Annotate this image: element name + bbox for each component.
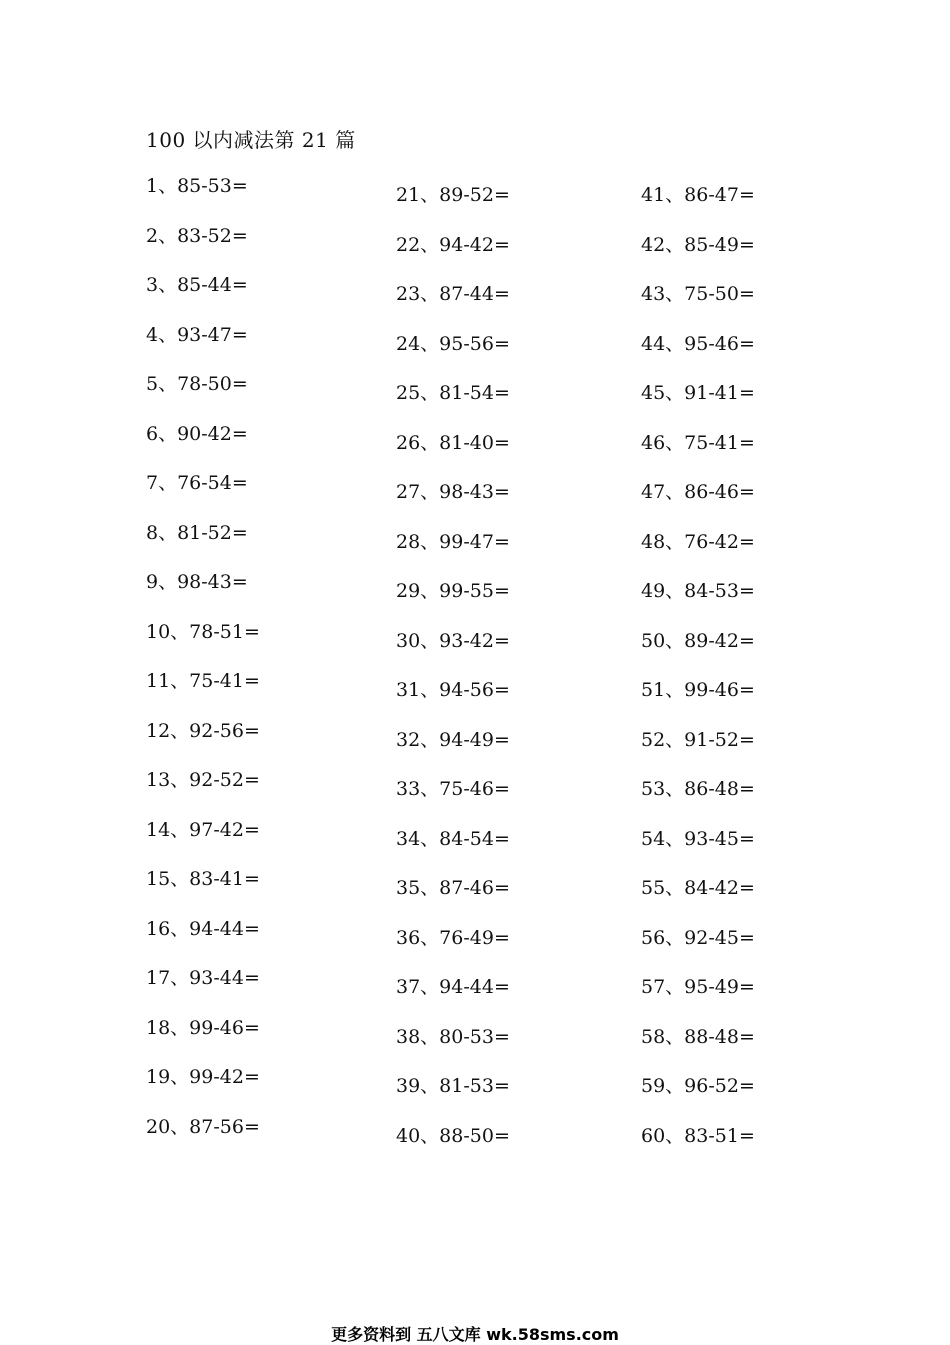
problem-item: 53、86-48= bbox=[641, 778, 755, 800]
problem-item: 24、95-56= bbox=[396, 332, 510, 355]
problem-item: 59、96-52= bbox=[641, 1075, 755, 1097]
problem-item: 16、94-44= bbox=[146, 917, 260, 940]
problem-item: 8、81-52= bbox=[146, 521, 248, 544]
problem-item: 33、75-46= bbox=[396, 778, 510, 800]
problem-item: 39、81-53= bbox=[396, 1075, 510, 1097]
problem-item: 50、89-42= bbox=[641, 629, 755, 652]
problem-item: 21、89-52= bbox=[396, 184, 510, 206]
problem-item: 14、97-42= bbox=[146, 818, 260, 841]
problem-item: 46、75-41= bbox=[641, 431, 755, 454]
problem-item: 10、78-51= bbox=[146, 620, 260, 643]
problem-item: 38、80-53= bbox=[396, 1025, 510, 1048]
problem-item: 34、84-54= bbox=[396, 827, 510, 850]
problem-item: 56、92-45= bbox=[641, 926, 755, 949]
problem-item: 27、98-43= bbox=[396, 481, 510, 503]
footer-watermark: 更多资料到 五八文库 wk.58sms.com bbox=[331, 1325, 619, 1344]
worksheet-title: 100 以内减法第 21 篇 bbox=[146, 128, 356, 152]
problem-item: 17、93-44= bbox=[146, 967, 260, 989]
problem-item: 51、99-46= bbox=[641, 679, 755, 701]
problem-item: 44、95-46= bbox=[641, 332, 755, 355]
problem-item: 4、93-47= bbox=[146, 323, 248, 346]
problem-item: 58、88-48= bbox=[641, 1025, 755, 1048]
problem-item: 55、84-42= bbox=[641, 877, 755, 899]
problem-item: 60、83-51= bbox=[641, 1124, 755, 1147]
problem-item: 43、75-50= bbox=[641, 283, 755, 305]
problem-item: 19、99-42= bbox=[146, 1066, 260, 1088]
problem-item: 9、98-43= bbox=[146, 571, 248, 593]
problem-item: 37、94-44= bbox=[396, 976, 510, 998]
problem-item: 23、87-44= bbox=[396, 283, 510, 305]
problem-item: 49、84-53= bbox=[641, 580, 755, 602]
problem-item: 20、87-56= bbox=[146, 1115, 260, 1138]
problem-item: 31、94-56= bbox=[396, 679, 510, 701]
problem-item: 48、76-42= bbox=[641, 530, 755, 553]
problem-item: 25、81-54= bbox=[396, 382, 510, 404]
problem-item: 28、99-47= bbox=[396, 530, 510, 553]
problem-item: 11、75-41= bbox=[146, 670, 260, 692]
problem-item: 57、95-49= bbox=[641, 976, 755, 998]
problem-item: 36、76-49= bbox=[396, 926, 510, 949]
problem-item: 13、92-52= bbox=[146, 769, 260, 791]
problem-item: 45、91-41= bbox=[641, 382, 755, 404]
problem-item: 26、81-40= bbox=[396, 431, 510, 454]
problem-item: 1、85-53= bbox=[146, 175, 248, 197]
problem-item: 15、83-41= bbox=[146, 868, 260, 890]
problem-item: 35、87-46= bbox=[396, 877, 510, 899]
problem-item: 32、94-49= bbox=[396, 728, 510, 751]
problem-column-2 bbox=[396, 183, 510, 1173]
problem-item: 22、94-42= bbox=[396, 233, 510, 256]
problem-item: 47、86-46= bbox=[641, 481, 755, 503]
problem-item: 12、92-56= bbox=[146, 719, 260, 742]
problem-column-3 bbox=[641, 183, 755, 1173]
problem-item: 2、83-52= bbox=[146, 224, 248, 247]
problem-item: 18、99-46= bbox=[146, 1016, 260, 1039]
problem-item: 3、85-44= bbox=[146, 274, 248, 296]
problem-item: 30、93-42= bbox=[396, 629, 510, 652]
problem-item: 6、90-42= bbox=[146, 422, 248, 445]
problem-item: 5、78-50= bbox=[146, 373, 248, 395]
problem-item: 29、99-55= bbox=[396, 580, 510, 602]
problem-item: 54、93-45= bbox=[641, 827, 755, 850]
problem-item: 52、91-52= bbox=[641, 728, 755, 751]
problem-item: 41、86-47= bbox=[641, 184, 755, 206]
problem-column-1 bbox=[146, 174, 260, 1164]
problem-item: 7、76-54= bbox=[146, 472, 248, 494]
problem-item: 42、85-49= bbox=[641, 233, 755, 256]
problem-item: 40、88-50= bbox=[396, 1124, 510, 1147]
